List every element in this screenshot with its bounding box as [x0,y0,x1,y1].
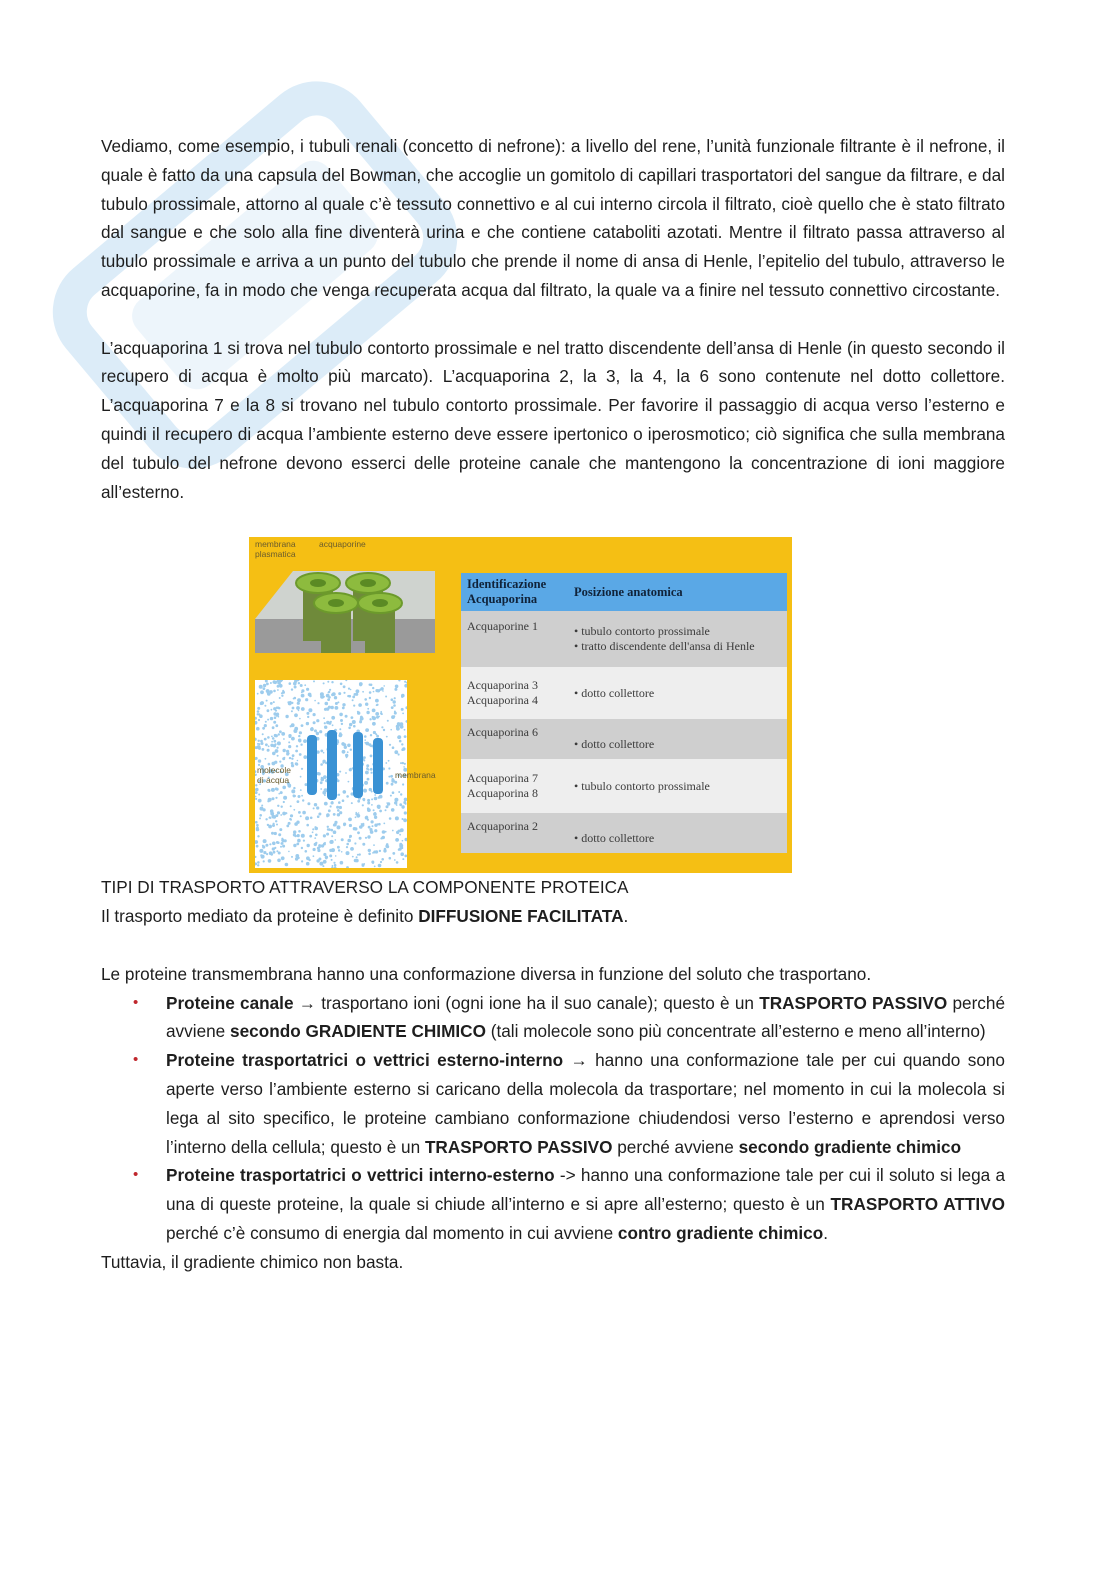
table-header-identificazione: Identificazione Acquaporina [461,573,568,611]
aquaporin-table [461,573,787,853]
table-header-posizione: Posizione anatomica [568,573,787,611]
label-membrana-side: membrana [395,770,436,781]
label-di-acqua: di acqua [257,775,290,786]
bullet-icon: • [133,1051,139,1069]
paragraph-acquaporine: L’acquaporina 1 si trova nel tubulo contorto prossimale e nel tratto discendente dell’ansa di Henle (in questo secondo il recupero di acqua è molto più marcato). L’acquaporina 2, la 3, la 4, la 6 sono contenute nel dotto collettore. L’acquaporina 7 e la 8 si trovano nel tubulo contorto prossimale. Per favorire il passaggio di acqua verso l’esterno e quindi il recupero di acqua l’ambiente esterno deve essere ipertonico o iperosmotico; ciò significa che sulla membrana del tubulo del nefrone devono esserci delle proteine canale che mantengono la concentrazione di ioni maggiore all’esterno. [101,337,1005,502]
label-plasmatica: plasmatica [255,549,296,560]
closing-paragraph: Tuttavia, il gradiente chimico non basta. [101,1251,404,1272]
label-membrana: membrana [255,539,296,550]
list-item: • Proteine canale → trasportano ioni (ogni ione ha il suo canale); questo è un TRASPORTO PASSIVO perché avviene secondo GRADIENTE CHIMICO (tali molecole sono più concentrate all’esterno e meno all’interno) [166,989,1005,1047]
list-item: • Proteine trasportatrici o vettrici esterno-interno → hanno una conformazione tale per cui quando sono aperte verso l’ambiente esterno si caricano della molecola da trasportare; nel momento in cui la molecola si lega al sito specifico, le proteine cambiano conformazione chiudendosi verso l’esterno e aprendosi verso l’interno della cellula; questo è un TRASPORTO PASSIVO perché avviene secondo gradiente chimico [166,1046,1005,1161]
bullet-icon: • [133,1166,139,1184]
label-acquaporine: acquaporine [319,539,366,550]
label-molecole: molecole [257,765,292,776]
transport-list [101,989,1005,1248]
table-row: Acquaporina 6 • dotto collettore [461,719,787,759]
paragraph-nefrone: Vediamo, come esempio, i tubuli renali (concetto di nefrone): a livello del rene, l’unità funzionale filtrante è il nefrone, il quale è fatto da una capsula del Bowman, che accoglie un gomitolo di capillari trasportatori del sangue da filtrare, e dal tubulo prossimale, attorno al quale c’è tessuto connettivo e al cui interno circola il filtrato, cioè quello che è stato filtrato dal sangue e che solo alla fine diventerà urina e che contiene cataboliti azotati. Mentre il filtrato passa attraverso al tubulo prossimale e arriva a un punto del tubulo che prende il nome di ansa di Henle, l’epitelio del tubulo, attraverso le acquaporine, fa in modo che venga recuperata acqua dal filtrato, la quale va a finire nel tessuto connettivo circostante. [101,136,1005,300]
table-row: Acquaporina 7 Acquaporina 8 • tubulo contorto prossimale [461,759,787,813]
document-page [101,132,1005,1277]
list-item: • Proteine trasportatrici o vettrici interno-esterno -> hanno una conformazione tale per cui il soluto si lega a una di queste proteine, la quale si chiude all’interno e si apre all’esterno; questo è un TRASPORTO ATTIVO perché c’è consumo di energia dal momento in cui avviene contro gradiente chimico. [166,1161,1005,1247]
intro-paragraph: Il trasporto mediato da proteine è definito DIFFUSIONE FACILITATA. [101,906,629,927]
membrane-illustration [255,541,435,673]
section-title: TIPI DI TRASPORTO ATTRAVERSO LA COMPONENTE PROTEICA [101,877,629,898]
table-row: Acquaporina 3 Acquaporina 4 • dotto collettore [461,667,787,719]
table-row: Acquaporine 1 • tubulo contorto prossimale • tratto discendente dell'ansa di Henle [461,611,787,667]
bullet-icon: • [133,993,139,1011]
table-row: Acquaporina 2 • dotto collettore [461,813,787,853]
aquaporin-figure [249,537,792,873]
paragraph-proteine: Le proteine transmembrana hanno una conformazione diversa in funzione del soluto che trasportano. [101,963,872,984]
